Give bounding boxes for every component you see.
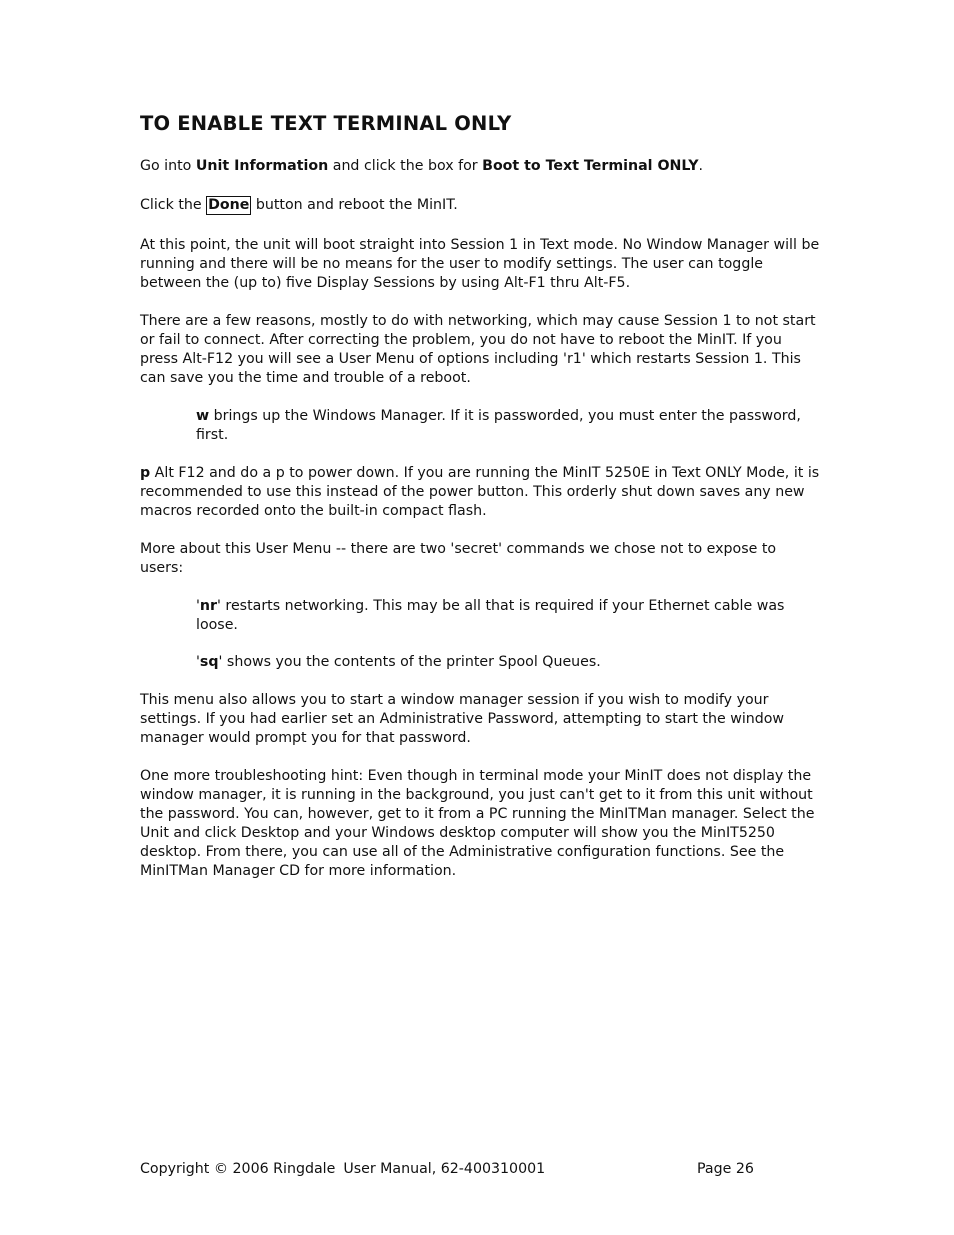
- text-run: brings up the Windows Manager. If it is passworded, you must enter the password, first.: [196, 408, 801, 443]
- text-run: .: [698, 158, 703, 174]
- text-run: ': [196, 654, 200, 670]
- bold-w: w: [196, 408, 210, 424]
- paragraph-window-manager: This menu also allows you to start a window manager session if you wish to modify your settings. If you had earlier set an Administrative Password, attempting to start the window manager would prompt you for that password.: [140, 692, 785, 746]
- paragraph-sq-command: [196, 653, 820, 672]
- paragraph-p-command: [140, 464, 820, 521]
- paragraph-reasons: There are a few reasons, mostly to do with networking, which may cause Session 1 to not start or fail to connect. After correcting the problem, you do not have to reboot the MinIT. If you press Alt-F12 you will see a User Menu of options including 'r1' which restarts Session 1. This can save you the time and trouble of a reboot.: [140, 313, 816, 386]
- paragraph-troubleshooting: One more troubleshooting hint: Even though in terminal mode your MinIT does not display the window manager, it is running in the background, you just can't get to it from this unit without the password. You can, however, get to it from a PC running the MinITMan manager. Select the Unit and click Desktop and your Windows desktop computer will show you the MinIT5250 desktop. From there, you can use all of the Administrative configuration functions. See the MinITMan Manager CD for more information.: [140, 768, 815, 879]
- paragraph-nr-command: [196, 597, 820, 635]
- paragraph-w-command: [196, 407, 820, 445]
- section-heading: TO ENABLE TEXT TERMINAL ONLY: [140, 112, 512, 135]
- bold-boot-to-text-terminal: Boot to Text Terminal ONLY: [482, 158, 699, 174]
- text-run: and click the box for: [328, 158, 483, 174]
- bold-sq: sq: [199, 654, 219, 670]
- bold-unit-information: Unit Information: [195, 158, 329, 174]
- text-run: ': [217, 598, 221, 614]
- text-run: ': [218, 654, 223, 670]
- text-run: shows you the contents of the printer Spool Queues.: [222, 654, 601, 670]
- text-run: restarts networking. This may be all that is required if your Ethernet cable was loose.: [196, 598, 785, 633]
- text-run: Go into: [140, 158, 196, 174]
- footer-manual: User Manual, 62-400310001: [343, 1161, 546, 1177]
- bold-nr: nr: [199, 598, 218, 614]
- bold-p: p: [140, 465, 151, 481]
- paragraph-user-menu: More about this User Menu -- there are two 'secret' commands we chose not to expose to users:: [140, 541, 777, 576]
- footer-page-number: Page 26: [697, 1161, 754, 1177]
- paragraph-boot-session: At this point, the unit will boot straight into Session 1 in Text mode. No Window Manager will be running and there will be no means for the user to modify settings. The user can toggle between the (up to) five Display Sessions by using Alt-F1 thru Alt-F5.: [140, 237, 820, 291]
- page-footer: [140, 1160, 545, 1179]
- text-run: ': [196, 598, 200, 614]
- text-run: Click the: [140, 197, 207, 213]
- paragraph-unit-information: [140, 157, 820, 176]
- text-run: Alt F12 and do a p to power down. If you are running the MinIT 5250E in Text ONLY Mode, it is recommended to use this instead of the power button. This orderly shut down saves any new macros recorded onto the built-in compact flash.: [140, 465, 820, 519]
- text-run: button and reboot the MinIT.: [251, 197, 458, 213]
- done-button-reference: Done: [208, 197, 250, 213]
- paragraph-click-done: [140, 196, 820, 215]
- footer-copyright: Copyright © 2006 Ringdale: [140, 1161, 336, 1177]
